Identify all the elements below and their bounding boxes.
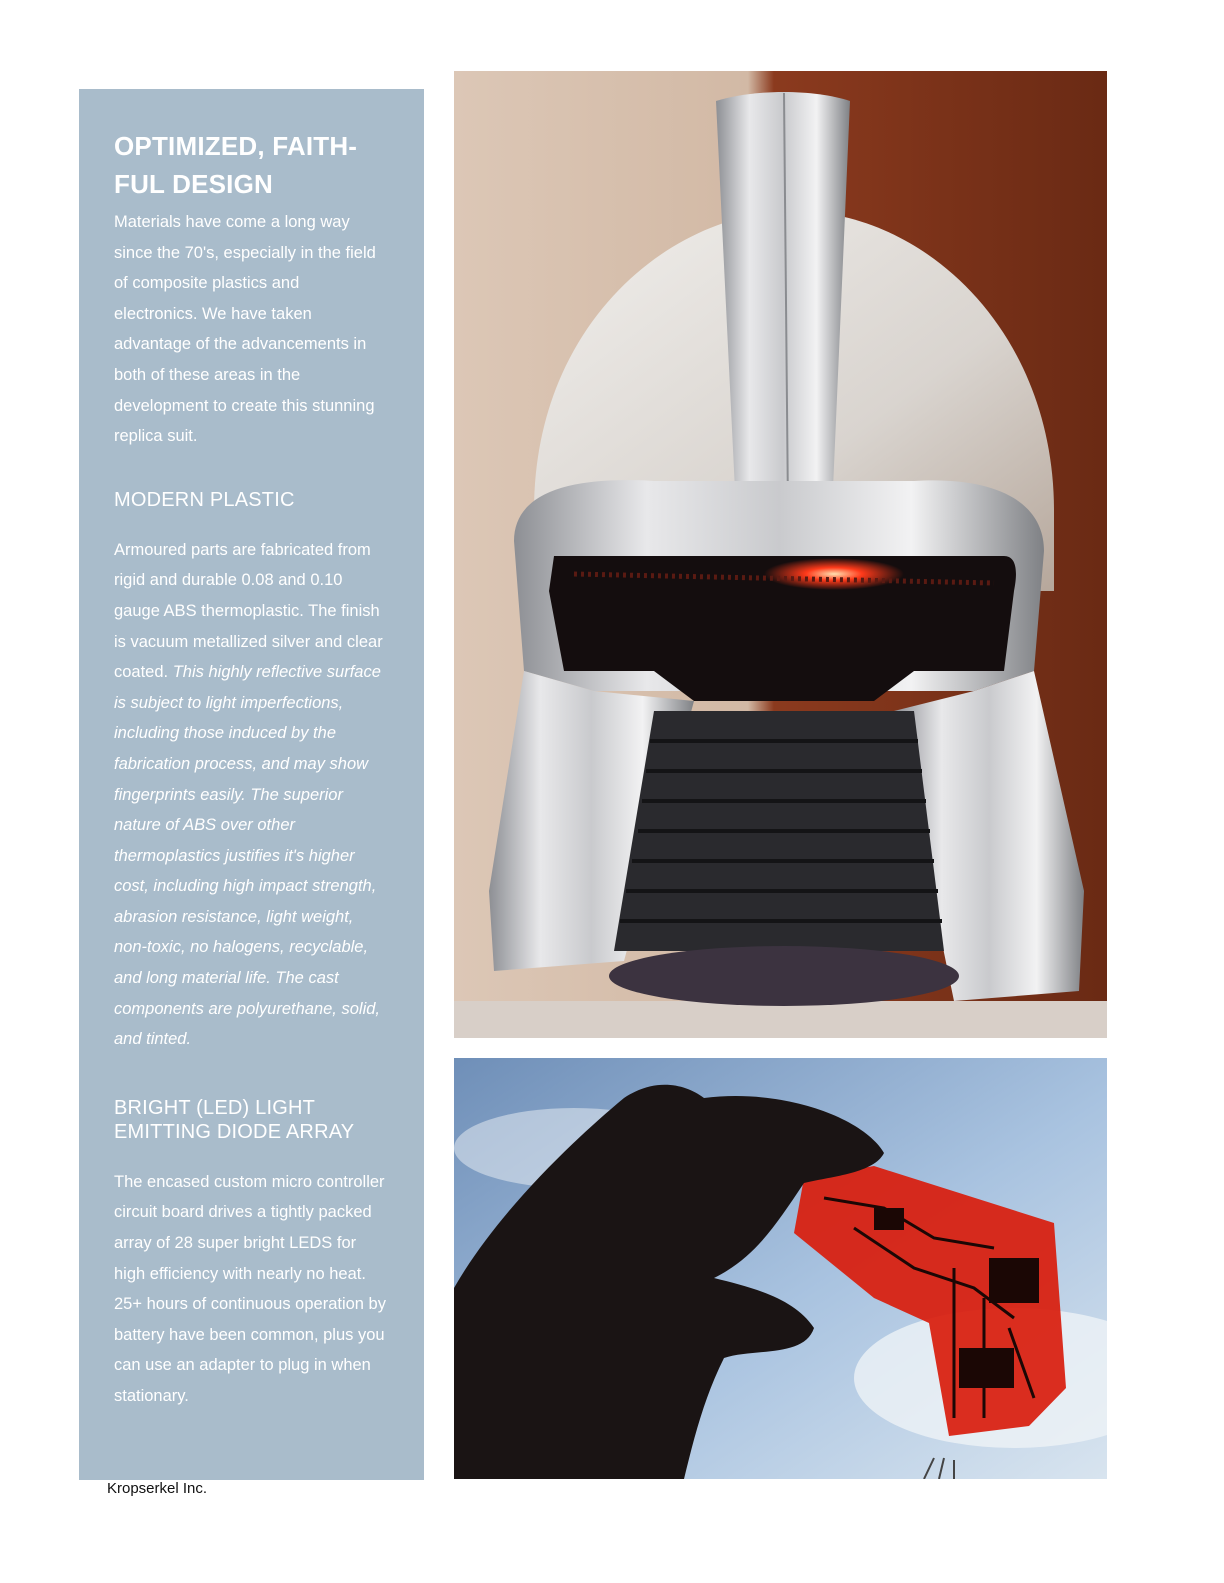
footer-company: Kropserkel Inc. [107, 1480, 208, 1497]
sidebar-panel [79, 89, 424, 1480]
circuit-board-illustration [454, 1058, 1107, 1479]
plastic-heading: MODERN PLASTIC [114, 488, 295, 511]
plastic-paragraph [114, 535, 389, 1055]
design-heading: OPTIMIZED, FAITH-FUL DESIGN [114, 131, 358, 199]
plastic-paragraph-plain: Armoured parts are fabricated from rigid and durable 0.08 and 0.10 gauge ABS thermoplastic. The finish is vacuum metallized silver and clear coated. [114, 540, 383, 682]
circuit-board-photo [454, 1058, 1107, 1479]
plastic-paragraph-italic: This highly reflective surface is subject to light imperfections, including those induced by the fabrication process, and may show fingerprints easily. The superior nature of ABS over other thermoplastics justifies it's higher cost, including high impact strength, abrasion resistance, light weight, non-toxic, no halogens, recyclable, and long material life. The cast components are polyurethane, solid, and tinted. [114, 663, 381, 1049]
led-light-glow [764, 558, 904, 590]
helmet-illustration [454, 71, 1107, 1038]
led-paragraph: The encased custom micro controller circuit board drives a tightly packed array of 28 super bright LEDS for high efficiency with nearly no heat. 25+ hours of continuous operation by battery have been common, plus you can use an adapter to plug in when stationary. [114, 1172, 386, 1405]
helmet-photo [454, 71, 1107, 1038]
led-heading: BRIGHT (LED) LIGHT EMITTING DIODE ARRAY [114, 1096, 355, 1143]
design-paragraph: Materials have come a long way since the 70's, especially in the field of composite plastics and electronics. We have taken advantage of the advancements in both of these areas in the development to create this stunning replica suit. [114, 213, 376, 446]
